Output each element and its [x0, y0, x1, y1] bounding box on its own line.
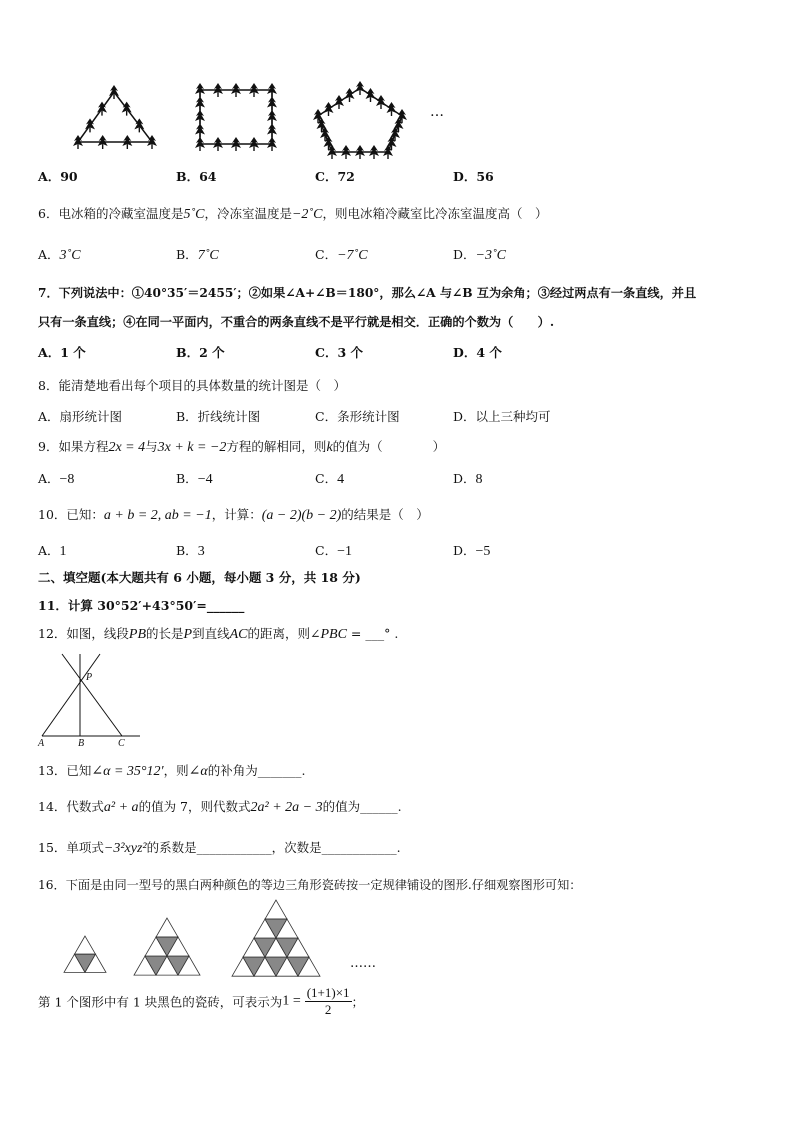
q12-label-c: C	[118, 738, 125, 749]
q7-line1: 7．下列说法中：①40°35′＝2455′；②如果∠A+∠B＝180°，那么∠A 与∠B 互为余角；③经过两点有一条直线，并且	[38, 286, 697, 300]
q9-option-a[interactable]: A．−8	[38, 471, 75, 487]
white-tile	[265, 900, 287, 919]
tree-icon	[334, 95, 344, 109]
q10-option-c[interactable]: C．−1	[315, 543, 352, 559]
q8-option-c[interactable]: C．条形统计图	[315, 409, 400, 424]
q7-option-a[interactable]: A．1 个	[38, 345, 86, 360]
q7-option-d[interactable]: D．4 个	[453, 345, 502, 360]
q6-val1: 5˚C	[183, 207, 205, 222]
q8-option-a[interactable]: A．扇形统计图	[38, 409, 123, 424]
q7-line2: 只有一条直线；④在同一平面内，不重合的两条直线不是平行就是相交．正确的个数为（ ）.	[38, 315, 555, 329]
q10-option-a[interactable]: A．1	[38, 543, 67, 559]
q7-option-c[interactable]: C．3 个	[315, 345, 363, 360]
tree-icon	[366, 88, 376, 102]
q16-dots: ……	[350, 956, 376, 971]
q6-option-a[interactable]: A．3˚C	[38, 247, 81, 263]
q16-fraction: $\frac{(1+1)\times 1}{2}$	[306, 985, 350, 1017]
q5-pentagon-figure	[310, 80, 410, 158]
q5-option-d[interactable]: D．56	[453, 169, 494, 184]
tree-icon	[195, 97, 205, 111]
tree-icon	[195, 110, 205, 124]
q6-option-c[interactable]: C．−7˚C	[315, 247, 368, 263]
q16-tile-figure-2	[134, 918, 206, 974]
q16-tile-figure-3	[232, 900, 326, 974]
q10-expression: (a − 2)(b − 2)	[261, 508, 342, 523]
q12-label-a: A	[38, 738, 45, 749]
q5-option-b[interactable]: B．64	[176, 169, 217, 184]
q9-option-d[interactable]: D．8	[453, 471, 483, 487]
q11-stem: 11．计算 30°52′+43°50′=______	[38, 598, 245, 613]
q9-option-c[interactable]: C．4	[315, 471, 345, 487]
q12-label-p: P	[86, 672, 93, 683]
q5-option-c[interactable]: C．72	[315, 169, 355, 184]
tree-icon	[267, 124, 277, 138]
tree-icon	[267, 97, 277, 111]
tree-icon	[355, 81, 365, 95]
q10-stem: 10．已知：a + b = 2, ab = −1，计算：(a − 2)(b − 2)的结果是（ ）	[38, 507, 429, 523]
q9-eq1: 2x = 4	[108, 440, 146, 455]
white-tile	[156, 918, 178, 937]
q7-option-b[interactable]: B．2 个	[176, 345, 225, 360]
q12-stem: 12．如图，线段PB的长是P到直线AC的距离，则∠PBC = ___° .	[38, 626, 399, 642]
q6-val2: −2˚C	[291, 207, 323, 222]
q5-option-a[interactable]: A．90	[38, 169, 78, 184]
white-tile	[75, 936, 96, 954]
tree-icon	[387, 102, 397, 116]
tree-icon	[376, 95, 386, 109]
q16-caption: 第 1 个图形中有 1 块黑色的瓷砖，可表示为1 = $\frac{(1+1)\times 1}{2}$ ；	[38, 985, 365, 1017]
q9-eq2: 3x + k = −2	[157, 440, 227, 455]
q9-stem: 9．如果方程2x = 4与3x + k = −2方程的解相同，则k的值为（ ）	[38, 439, 446, 455]
q5-ellipsis: …	[430, 104, 444, 120]
q8-option-d[interactable]: D．以上三种均可	[453, 409, 551, 424]
q14-stem: 14．代数式a² + a的值为 7，则代数式2a² + 2a − 3的值为______.	[38, 799, 402, 815]
q6-stem: 6．电冰箱的冷藏室温度是5˚C，冷冻室温度是−2˚C，则电冰箱冷藏室比冷冻室温度高（ ）	[38, 206, 548, 222]
section-2-heading: 二、填空题(本大题共有 6 小题，每小题 3 分，共 18 分)	[38, 570, 361, 585]
q10-option-d[interactable]: D．−5	[453, 543, 491, 559]
tree-icon	[345, 88, 355, 102]
q15-stem: 15．单项式−3²xyz²的系数是____________，次数是____________.	[38, 840, 401, 856]
q5-triangle-figure	[68, 84, 160, 154]
tree-icon	[267, 110, 277, 124]
q9-option-b[interactable]: B．−4	[176, 471, 213, 487]
q6-option-b[interactable]: B．7˚C	[176, 247, 219, 263]
q6-option-d[interactable]: D．−3˚C	[453, 247, 506, 263]
q8-option-b[interactable]: B．折线统计图	[176, 409, 261, 424]
q13-stem: 13．已知∠α = 35°12′，则∠α的补角为_______.	[38, 763, 306, 779]
tree-icon	[195, 124, 205, 138]
tree-icon	[324, 102, 334, 116]
q10-condition: a + b = 2, ab = −1	[103, 508, 212, 523]
q12-geometry-figure	[36, 652, 146, 750]
q5-square-figure	[192, 82, 280, 154]
q16-tile-figure-1	[64, 936, 110, 974]
q12-label-b: B	[78, 738, 85, 749]
q10-option-b[interactable]: B．3	[176, 543, 205, 559]
q16-stem: 16．下面是由同一型号的黑白两种颜色的等边三角形瓷砖按一定规律铺设的图形.仔细观察图形可知：	[38, 878, 582, 892]
q8-stem: 8．能清楚地看出每个项目的具体数量的统计图是（ ）	[38, 378, 346, 393]
